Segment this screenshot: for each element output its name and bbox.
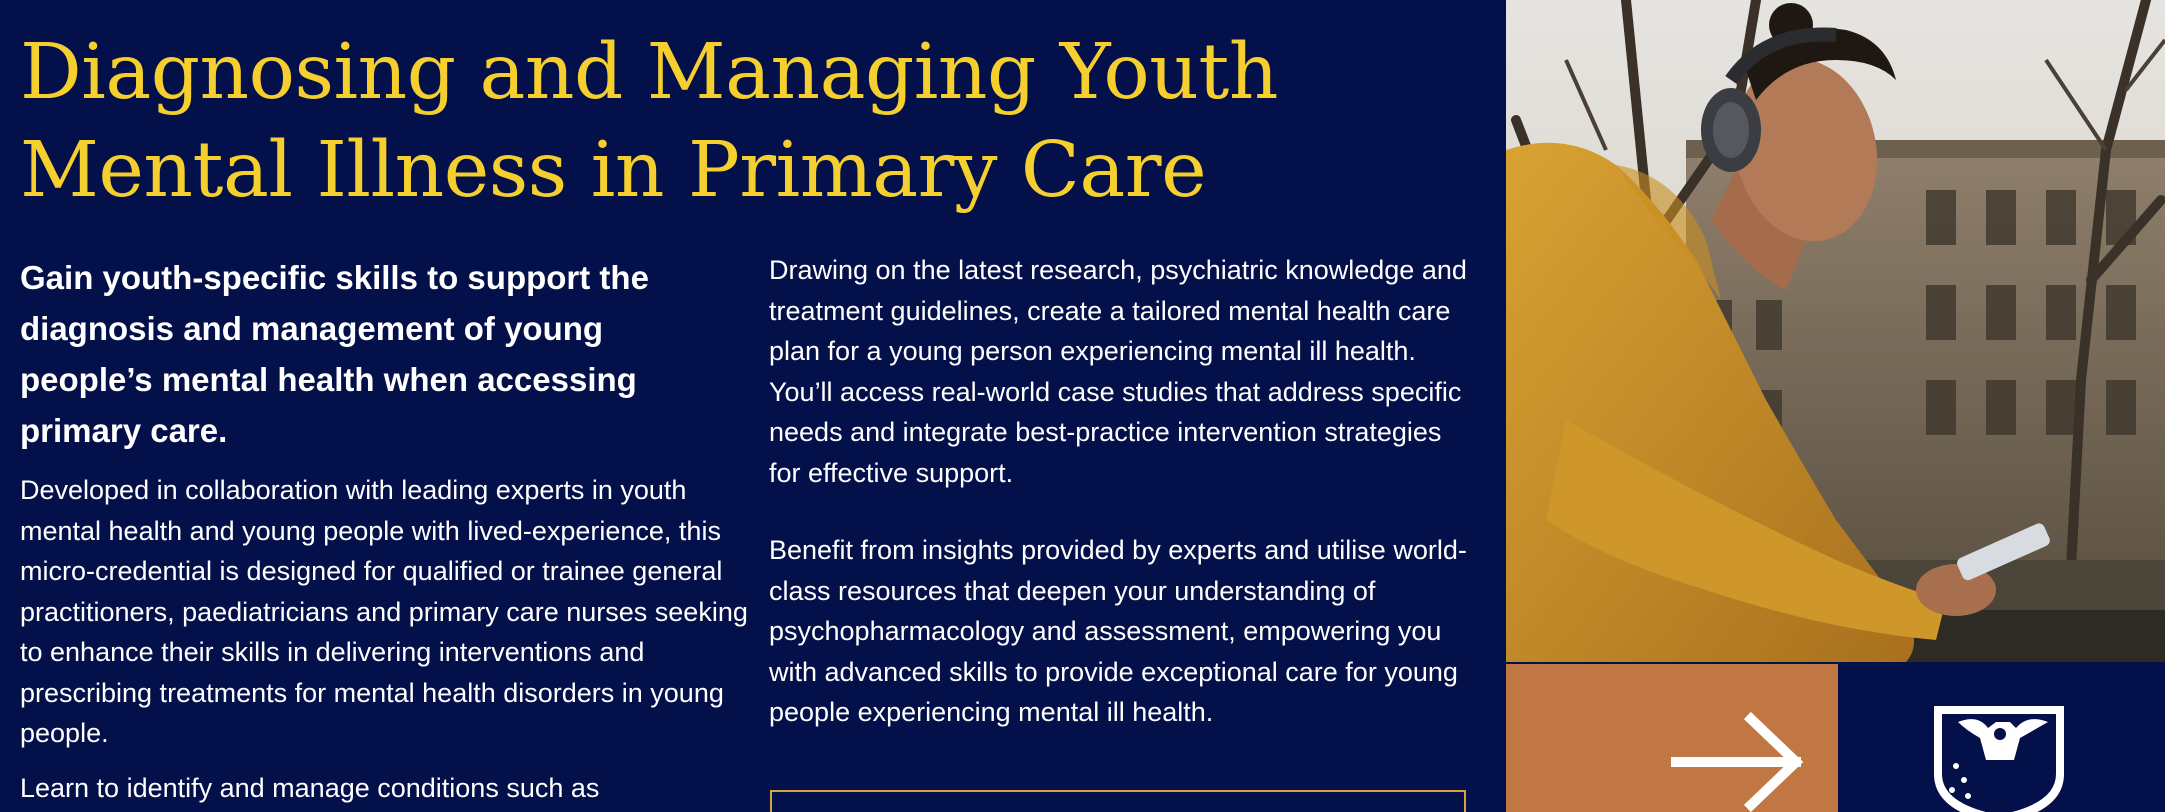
details-paragraph-2: Benefit from insights provided by experts and utilise world-class resources that deepen your understanding of psychopharmacology and assessment, empowering you with advanced skills to provide exceptional care for young people experiencing mental ill health. bbox=[769, 535, 1467, 727]
hero-photo bbox=[1506, 0, 2165, 662]
lead-text: Gain youth-specific skills to support the diagnosis and management of young people’s mental health when accessing primary care. bbox=[20, 259, 649, 449]
arrow-right-icon bbox=[1506, 664, 1838, 812]
intro-paragraph-1: Developed in collaboration with leading experts in youth mental health and young people with lived-experience, this micro-credential is designed for qualified or trainee general practitioners, paediatricians and primary care nurses seeking to enhance their skills in delivering interventions and prescribing treatments for mental health disorders in young people. bbox=[20, 475, 748, 748]
photo-illustration bbox=[1506, 0, 2165, 662]
intro-paragraph-2: Learn to identify and manage conditions such as bbox=[20, 773, 600, 803]
university-logo bbox=[1838, 664, 2165, 812]
title-line-1: Diagnosing and Managing Youth bbox=[20, 28, 1278, 117]
university-crest-logo bbox=[1838, 664, 2165, 812]
title-line-2: Mental Illness in Primary Care bbox=[20, 126, 1207, 215]
details-paragraph-1: Drawing on the latest research, psychiatric knowledge and treatment guidelines, create a tailored mental health care plan for a young person experiencing mental ill health. You’ll access real-world case studies that address specific needs and integrate best-practice intervention strategies for effective support. bbox=[769, 255, 1467, 488]
outlined-action-button[interactable] bbox=[770, 790, 1466, 812]
page-title bbox=[20, 24, 1490, 220]
next-arrow-button[interactable] bbox=[1506, 664, 1838, 812]
